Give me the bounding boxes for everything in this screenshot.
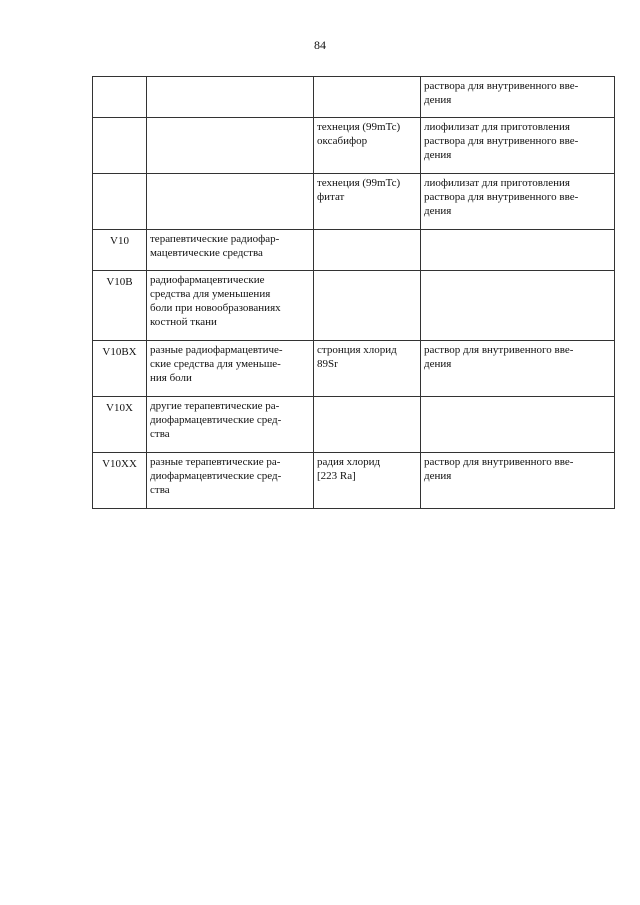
group-text-line: костной ткани (150, 316, 217, 328)
form-text-line: раствора для внутривенного вве- (424, 80, 579, 92)
group-text-line: терапевтические радиофар- (150, 233, 280, 245)
group-text-line: ства (150, 484, 170, 496)
group-text-line: ства (150, 428, 170, 440)
dosage-form-cell (421, 397, 615, 453)
dosage-form-cell (421, 341, 615, 397)
atc-code-cell: V10 (93, 230, 147, 271)
table-row (93, 230, 615, 271)
form-text-line: дения (424, 149, 452, 161)
substance-cell (314, 341, 421, 397)
drug-classification-table (92, 76, 615, 509)
form-text-line: дения (424, 358, 452, 370)
group-text-line: боли при новообразованиях (150, 302, 281, 314)
group-text-line: диофармацевтические сред- (150, 470, 282, 482)
group-text-line: ские средства для уменьше- (150, 358, 281, 370)
group-text-line: разные терапевтические ра- (150, 456, 281, 468)
dosage-form-cell (421, 230, 615, 271)
form-text-line: раствор для внутривенного вве- (424, 456, 574, 468)
group-name-cell (147, 77, 314, 118)
substance-text-line: фитат (317, 191, 345, 203)
substance-cell (314, 271, 421, 341)
substance-cell (314, 397, 421, 453)
dosage-form-cell (421, 174, 615, 230)
substance-text-line: технеция (99mTc) (317, 121, 401, 133)
atc-code-cell (93, 174, 147, 230)
form-text-line: раствор для внутривенного вве- (424, 344, 574, 356)
group-name-cell (147, 341, 314, 397)
group-name-cell (147, 118, 314, 174)
group-name-cell (147, 271, 314, 341)
substance-text-line: технеция (99mTc) (317, 177, 401, 189)
table-row (93, 174, 615, 230)
substance-text-line: стронция хлорид (317, 344, 397, 356)
substance-text-line: [223 Ra] (317, 470, 356, 482)
group-text-line: другие терапевтические ра- (150, 400, 280, 412)
table-row (93, 118, 615, 174)
table-row (93, 397, 615, 453)
group-name-cell (147, 174, 314, 230)
atc-code-cell (93, 118, 147, 174)
group-name-cell (147, 397, 314, 453)
table-row (93, 271, 615, 341)
atc-code-cell (93, 77, 147, 118)
dosage-form-cell (421, 453, 615, 509)
group-text-line: разные радиофармацевтиче- (150, 344, 283, 356)
dosage-form-cell (421, 77, 615, 118)
atc-code-cell: V10BX (93, 341, 147, 397)
table-row (93, 77, 615, 118)
group-text-line: диофармацевтические сред- (150, 414, 282, 426)
dosage-form-cell (421, 271, 615, 341)
substance-text-line: 89Sr (317, 358, 338, 370)
form-text-line: дения (424, 94, 452, 106)
dosage-form-cell (421, 118, 615, 174)
form-text-line: дения (424, 205, 452, 217)
page-number: 84 (314, 38, 326, 52)
atc-code-cell: V10XX (93, 453, 147, 509)
substance-text-line: радия хлорид (317, 456, 381, 468)
form-text-line: лиофилизат для приготовления (424, 121, 570, 133)
substance-cell (314, 77, 421, 118)
form-text-line: раствора для внутривенного вве- (424, 135, 579, 147)
atc-code-cell: V10B (93, 271, 147, 341)
substance-text-line: оксабифор (317, 135, 368, 147)
form-text-line: дения (424, 470, 452, 482)
group-text-line: мацевтические средства (150, 247, 263, 259)
group-text-line: средства для уменьшения (150, 288, 271, 300)
substance-cell (314, 230, 421, 271)
form-text-line: раствора для внутривенного вве- (424, 191, 579, 203)
group-text-line: радиофармацевтические (150, 274, 265, 286)
form-text-line: лиофилизат для приготовления (424, 177, 570, 189)
substance-cell (314, 174, 421, 230)
table-body (93, 77, 615, 509)
group-text-line: ния боли (150, 372, 192, 384)
table-row (93, 453, 615, 509)
atc-code-cell: V10X (93, 397, 147, 453)
substance-cell (314, 453, 421, 509)
table-row (93, 341, 615, 397)
group-name-cell (147, 230, 314, 271)
group-name-cell (147, 453, 314, 509)
substance-cell (314, 118, 421, 174)
